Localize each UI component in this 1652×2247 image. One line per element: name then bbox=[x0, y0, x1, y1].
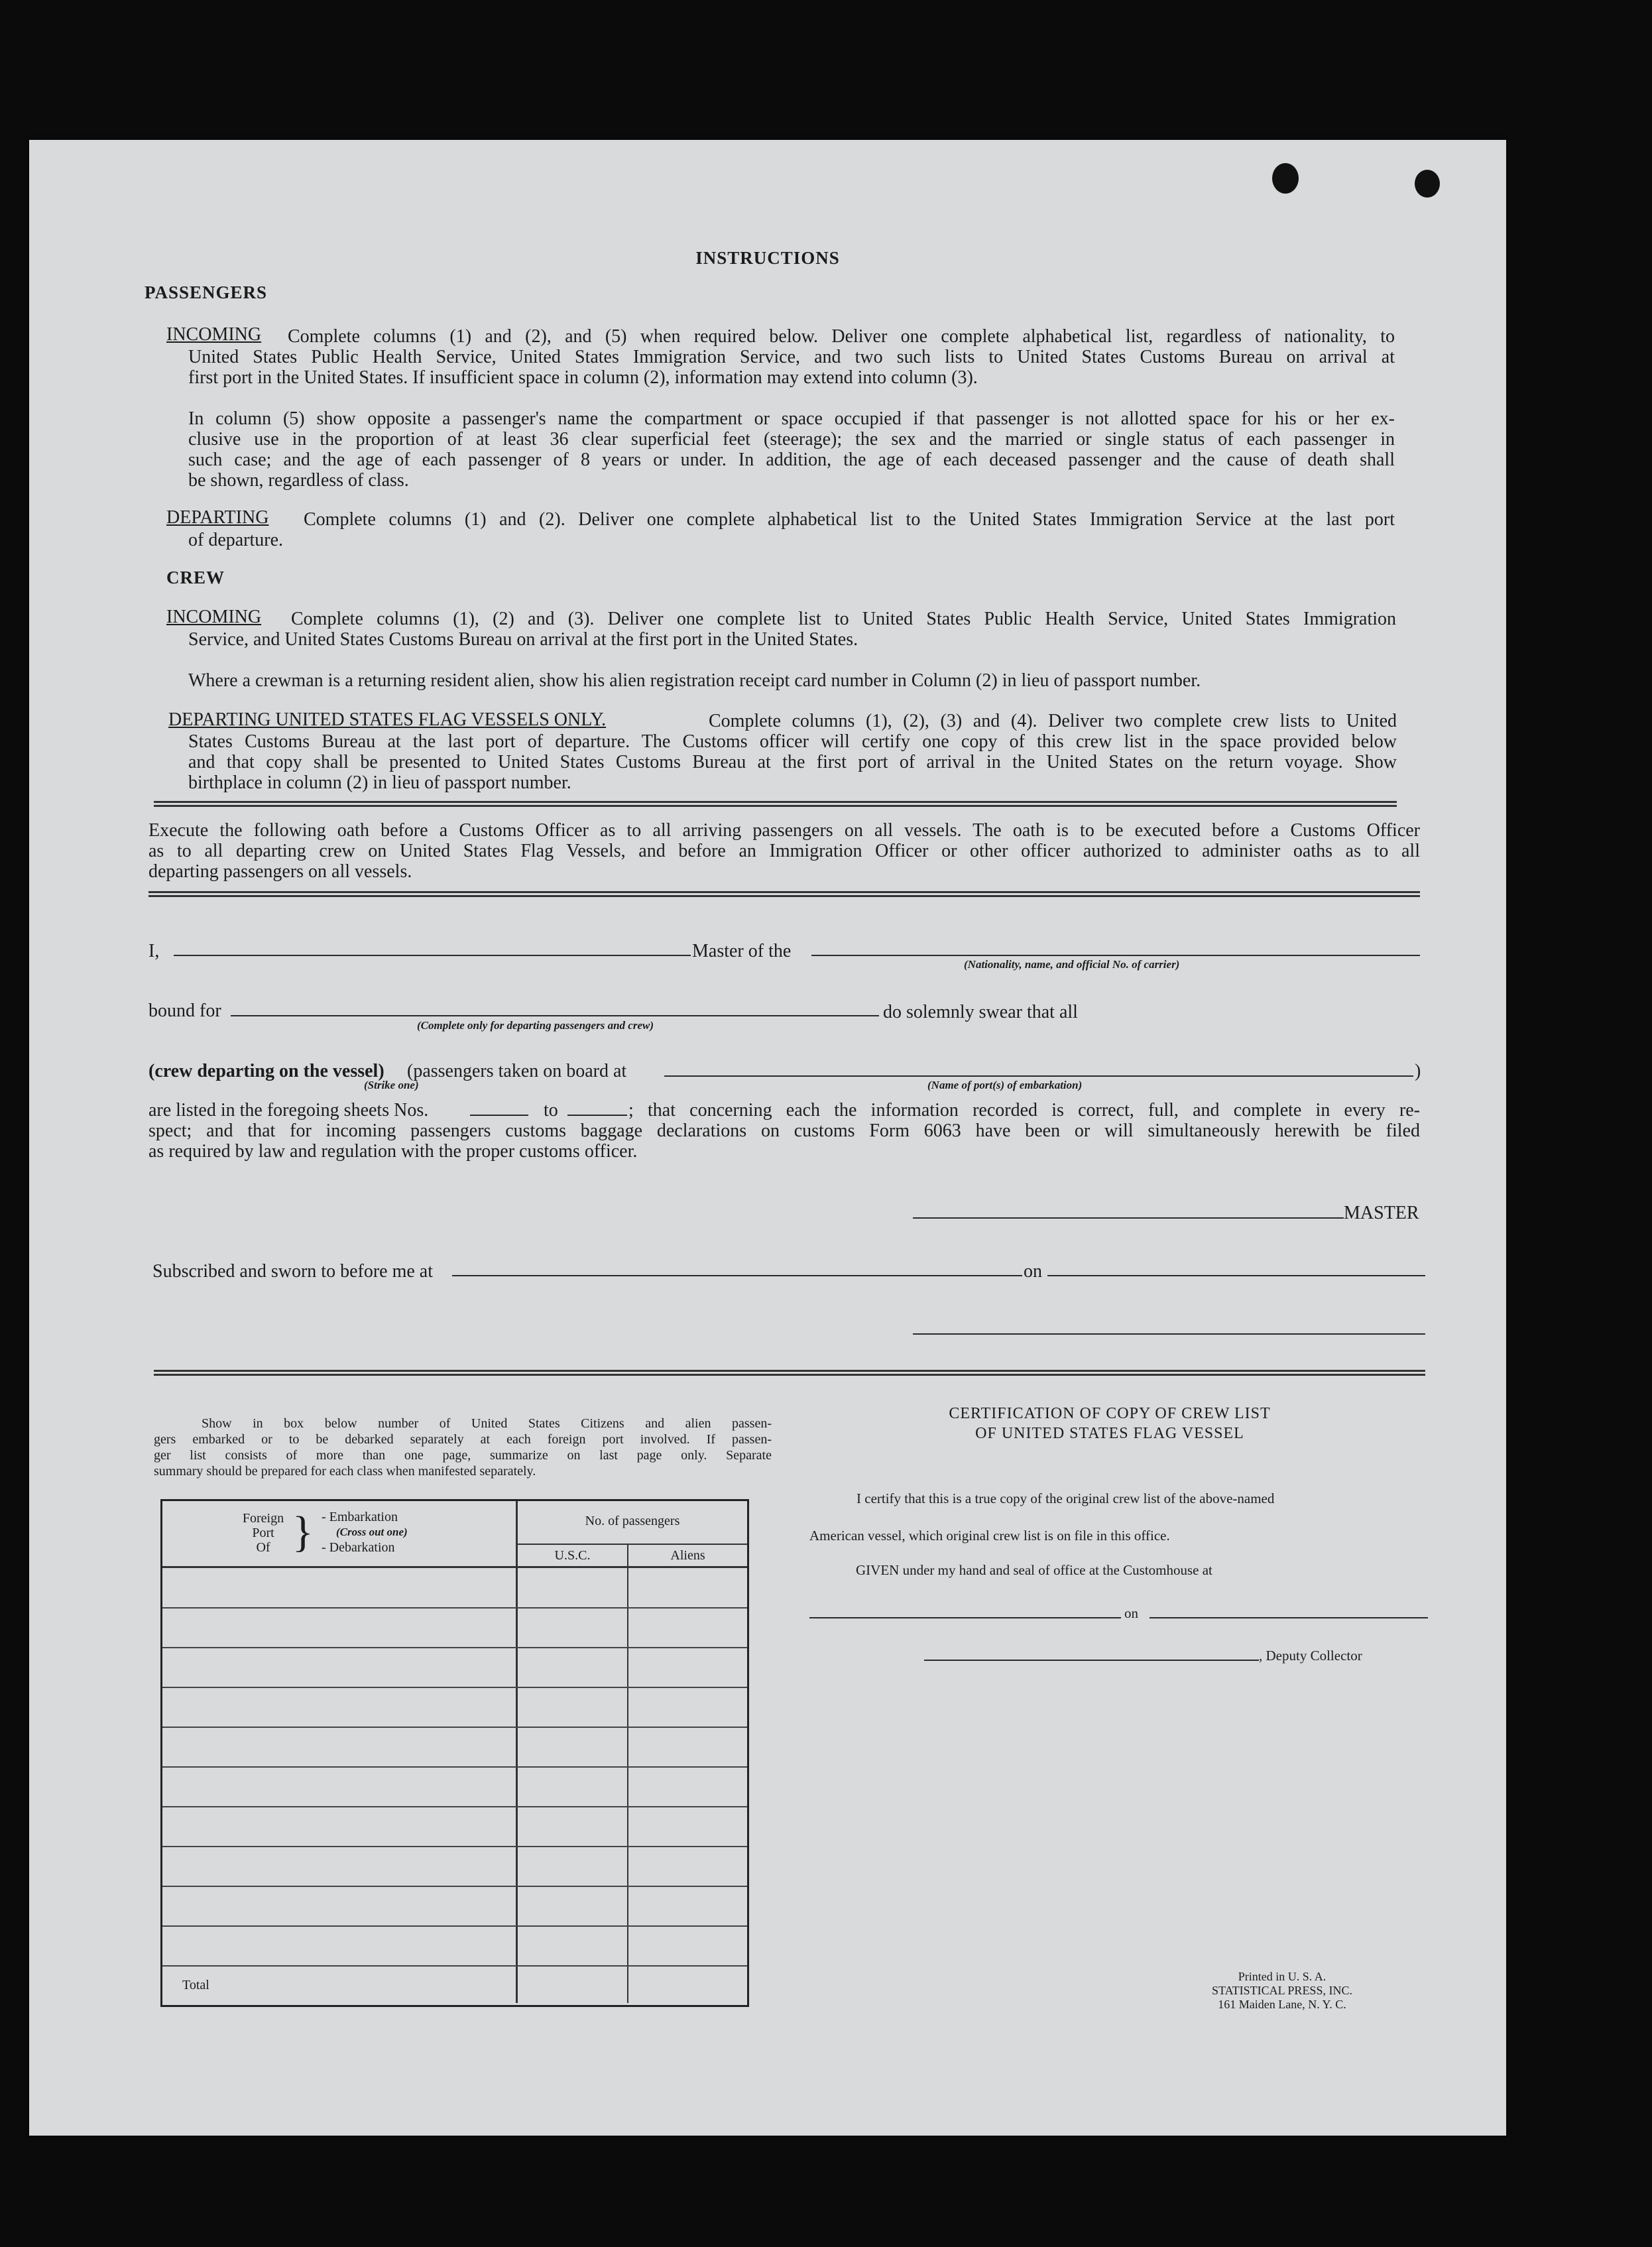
column5-text: clusive use in the proportion of at least 36 clear superficial feet (steerage); the sex and the married or single status of each passenger in bbox=[188, 429, 1395, 450]
foreign-label: Foreign bbox=[242, 1511, 284, 1526]
divider bbox=[154, 801, 1397, 807]
bound-for-caption: (Complete only for departing passengers and crew) bbox=[417, 1019, 654, 1032]
table-row bbox=[162, 1846, 747, 1847]
punch-hole bbox=[1272, 163, 1299, 194]
aliens-header: Aliens bbox=[670, 1548, 705, 1563]
crew-departing-text: States Customs Bureau at the last port of departure. The Customs officer will certify one copy of this crew list in the space provided below bbox=[188, 731, 1397, 752]
printer-line: Printed in U. S. A. bbox=[1238, 1970, 1327, 1983]
officer-signature-field[interactable] bbox=[913, 1333, 1425, 1335]
total-label: Total bbox=[182, 1978, 209, 1992]
summary-note: gers embarked or to be debarked separately at each foreign port involved. If passen- bbox=[154, 1432, 772, 1447]
crew-departing-text: and that copy shall be presented to United States Customs Bureau at the first port of arrival in the United States on the return voyage. Show bbox=[188, 752, 1397, 772]
crew-incoming-label: INCOMING bbox=[166, 607, 262, 627]
passengers-departing-text: of departure. bbox=[188, 530, 284, 550]
oath-i-label: I, bbox=[148, 941, 160, 961]
usc-header: U.S.C. bbox=[554, 1548, 591, 1563]
master-signature-field[interactable] bbox=[913, 1217, 1344, 1219]
ports-field[interactable] bbox=[664, 1075, 1413, 1077]
passengers-incoming-label: INCOMING bbox=[166, 324, 262, 345]
form-sheet bbox=[29, 140, 1506, 2136]
certification-title: OF UNITED STATES FLAG VESSEL bbox=[975, 1425, 1244, 1442]
sworn-place-field[interactable] bbox=[452, 1275, 1022, 1276]
passengers-taken-option: (passengers taken on board at bbox=[407, 1061, 627, 1081]
embarkation-label: - Embarkation bbox=[322, 1510, 398, 1524]
brace-icon: } bbox=[292, 1508, 314, 1556]
oath-instructions: Execute the following oath before a Customs Officer as to all arriving passengers on all vessels. The oath is to be executed before a Customs Officer bbox=[148, 820, 1420, 841]
carrier-caption: (Nationality, name, and official No. of carrier) bbox=[964, 958, 1180, 971]
table-row bbox=[162, 1727, 747, 1728]
oath-instructions: departing passengers on all vessels. bbox=[148, 861, 412, 882]
closing-paren: ) bbox=[1415, 1061, 1421, 1081]
punch-hole bbox=[1415, 170, 1440, 198]
printer-line: 161 Maiden Lane, N. Y. C. bbox=[1218, 1998, 1346, 2011]
summary-note: summary should be prepared for each class when manifested separately. bbox=[154, 1464, 536, 1479]
certify-text: I certify that this is a true copy of the original crew list of the above-named bbox=[856, 1490, 1275, 1506]
debarkation-label: - Debarkation bbox=[322, 1540, 395, 1555]
listed-text: ; that concerning each the information recorded is correct, full, and complete in every re- bbox=[628, 1100, 1420, 1121]
certify-text: GIVEN under my hand and seal of office at the Customhouse at bbox=[856, 1562, 1212, 1578]
certification-title: CERTIFICATION OF COPY OF CREW LIST bbox=[949, 1405, 1271, 1422]
crew-departing-text: birthplace in column (2) in lieu of passport number. bbox=[188, 772, 571, 793]
of-label: Of bbox=[256, 1540, 270, 1555]
resident-alien-note: Where a crewman is a returning resident alien, show his alien registration receipt card number in Column (2) in lieu of passport number. bbox=[188, 670, 1201, 691]
subscribed-label: Subscribed and sworn to before me at bbox=[152, 1261, 433, 1282]
printer-imprint bbox=[1183, 1970, 1382, 2012]
crew-incoming-text: Service, and United States Customs Bureau on arrival at the first port in the United States. bbox=[188, 629, 858, 650]
strike-one-caption: (Strike one) bbox=[364, 1079, 419, 1091]
bound-for-label: bound for bbox=[148, 1001, 221, 1021]
port-label: Port bbox=[252, 1526, 274, 1540]
master-label: MASTER bbox=[1344, 1203, 1419, 1223]
cross-out-caption: (Cross out one) bbox=[336, 1526, 408, 1538]
crew-departing-label: DEPARTING UNITED STATES FLAG VESSELS ONLY. bbox=[168, 709, 607, 730]
listed-text: spect; and that for incoming passengers customs baggage declarations on customs Form 6063 have been or will simultaneously herewith be filed bbox=[148, 1121, 1420, 1141]
sheet-from-field[interactable] bbox=[470, 1115, 528, 1116]
oath-instructions: as to all departing crew on United States Flag Vessels, and before an Immigration Officer or other officer authorized to administer oaths as to all bbox=[148, 841, 1420, 861]
crew-departing-text: Complete columns (1), (2), (3) and (4). Deliver two complete crew lists to United bbox=[709, 711, 1397, 731]
master-of-label: Master of the bbox=[692, 941, 792, 961]
divider bbox=[154, 1370, 1425, 1376]
summary-note: ger list consists of more than one page, summarize on last page only. Separate bbox=[154, 1448, 772, 1463]
table-row bbox=[162, 1965, 747, 1967]
printer-line: STATISTICAL PRESS, INC. bbox=[1212, 1984, 1352, 1997]
sheet-to-field[interactable] bbox=[567, 1115, 627, 1116]
column5-text: be shown, regardless of class. bbox=[188, 470, 409, 491]
table-row bbox=[162, 1687, 747, 1688]
passengers-departing-label: DEPARTING bbox=[166, 507, 269, 528]
passengers-incoming-text: United States Public Health Service, United States Immigration Service, and two such lists to United States Customs Bureau on arrival at bbox=[188, 347, 1395, 367]
column5-text: In column (5) show opposite a passenger's name the compartment or space occupied if that passenger is not allotted space for his or her ex- bbox=[188, 408, 1395, 429]
passengers-incoming-text: Complete columns (1) and (2), and (5) when required below. Deliver one complete alphabetical list, regardless of nationality, to bbox=[288, 326, 1395, 347]
bound-for-field[interactable] bbox=[231, 1015, 879, 1016]
no-of-passengers-header: No. of passengers bbox=[585, 1514, 680, 1528]
listed-text: as required by law and regulation with the proper customs officer. bbox=[148, 1141, 638, 1162]
deputy-signature-field[interactable] bbox=[924, 1660, 1259, 1661]
listed-text: are listed in the foregoing sheets Nos. bbox=[148, 1100, 429, 1121]
cert-on-label: on bbox=[1124, 1605, 1138, 1621]
solemnly-swear-text: do solemnly swear that all bbox=[883, 1002, 1078, 1022]
table-row bbox=[162, 1886, 747, 1887]
table-row bbox=[162, 1925, 747, 1927]
sworn-on-label: on bbox=[1024, 1261, 1042, 1282]
listed-to: to bbox=[544, 1100, 558, 1121]
crew-heading: CREW bbox=[166, 568, 225, 587]
passengers-heading: PASSENGERS bbox=[145, 282, 268, 302]
summary-note: Show in box below number of United States Citizens and alien passen- bbox=[202, 1416, 772, 1431]
divider bbox=[148, 891, 1420, 897]
ports-caption: (Name of port(s) of embarkation) bbox=[927, 1079, 1083, 1091]
crew-departing-option: (crew departing on the vessel) bbox=[148, 1061, 384, 1081]
table-row bbox=[162, 1806, 747, 1807]
crew-incoming-text: Complete columns (1), (2) and (3). Deliver one complete list to United States Public Health Service, United States Immigration bbox=[291, 609, 1396, 629]
passenger-summary-table bbox=[160, 1499, 749, 2007]
master-name-field[interactable] bbox=[174, 955, 691, 956]
page-title: INSTRUCTIONS bbox=[695, 248, 840, 268]
table-row bbox=[162, 1647, 747, 1648]
table-row bbox=[162, 1766, 747, 1768]
table-row bbox=[162, 1607, 747, 1609]
column5-text: such case; and the age of each passenger of 8 years or under. In addition, the age of each deceased passenger and the cause of death shall bbox=[188, 450, 1395, 470]
certify-text: American vessel, which original crew list is on file in this office. bbox=[809, 1528, 1170, 1544]
carrier-field[interactable] bbox=[811, 955, 1420, 956]
passengers-departing-text: Complete columns (1) and (2). Deliver one complete alphabetical list to the United States Immigration Service at the last port bbox=[304, 509, 1395, 530]
sworn-date-field[interactable] bbox=[1047, 1275, 1425, 1276]
customhouse-field[interactable] bbox=[809, 1617, 1121, 1618]
cert-date-field[interactable] bbox=[1150, 1617, 1428, 1618]
deputy-collector-label: , Deputy Collector bbox=[1259, 1648, 1362, 1664]
passengers-incoming-text: first port in the United States. If insufficient space in column (2), information may extend into column (3). bbox=[188, 367, 978, 388]
